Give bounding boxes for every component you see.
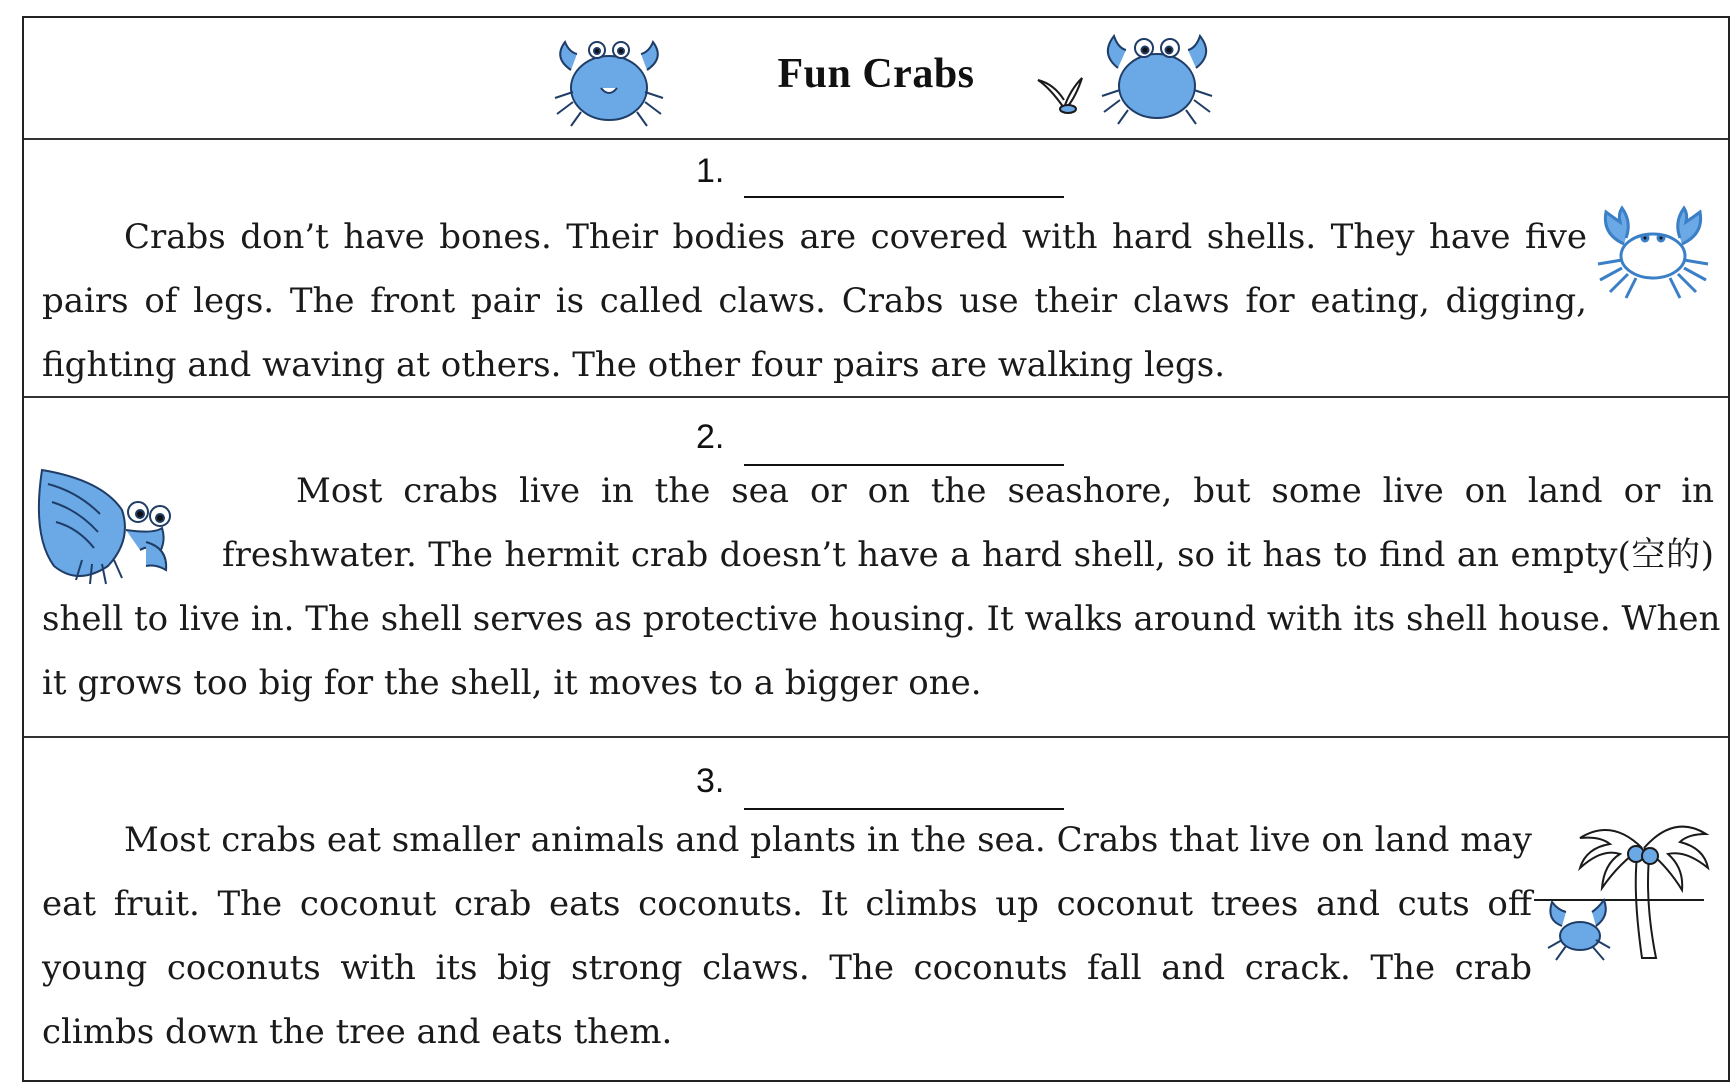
section-1-number: 1.	[696, 152, 725, 190]
section-1-title-blank[interactable]	[744, 196, 1064, 198]
divider	[24, 736, 1728, 738]
paragraph-line: freshwater. The hermit crab doesn’t have a hard shell, so it has to find an empty(空的)	[222, 535, 1714, 575]
paragraph-line: Crabs don’t have bones. Their bodies are covered with hard shells. They have five	[124, 217, 1587, 257]
paragraph-line: fighting and waving at others. The other four pairs are walking legs.	[42, 345, 1226, 385]
paragraph-line: Most crabs live in the sea or on the seashore, but some live on land or in	[296, 471, 1714, 511]
paragraph-line: young coconuts with its big strong claws. The coconuts fall and crack. The crab	[42, 948, 1532, 988]
paragraph-line: climbs down the tree and eats them.	[42, 1012, 673, 1052]
paragraph-line: Most crabs eat smaller animals and plants in the sea. Crabs that live on land may	[124, 820, 1532, 860]
section-2-paragraph	[42, 459, 1721, 715]
crab-outline-icon	[1588, 204, 1718, 304]
sprout-icon	[1034, 66, 1094, 116]
palm-tree-crab-icon	[1534, 808, 1714, 978]
section-1-paragraph	[42, 205, 1587, 397]
worksheet-table	[22, 16, 1730, 1082]
divider	[24, 138, 1728, 140]
paragraph-line: it grows too big for the shell, it moves to a bigger one.	[42, 663, 982, 703]
page-title: Fun Crabs	[777, 51, 975, 97]
paragraph-line: eat fruit. The coconut crab eats coconuts. It climbs up coconut trees and cuts off	[42, 884, 1532, 924]
paragraph-line: shell to live in. The shell serves as protective housing. It walks around with its shell house. When	[42, 599, 1721, 639]
crab-icon-right	[1098, 26, 1216, 131]
section-2-number: 2.	[696, 418, 725, 456]
paragraph-line: pairs of legs. The front pair is called claws. Crabs use their claws for eating, digging,	[42, 281, 1587, 321]
section-3-paragraph	[42, 808, 1532, 1064]
section-3-number: 3.	[696, 762, 725, 800]
divider	[24, 396, 1728, 398]
